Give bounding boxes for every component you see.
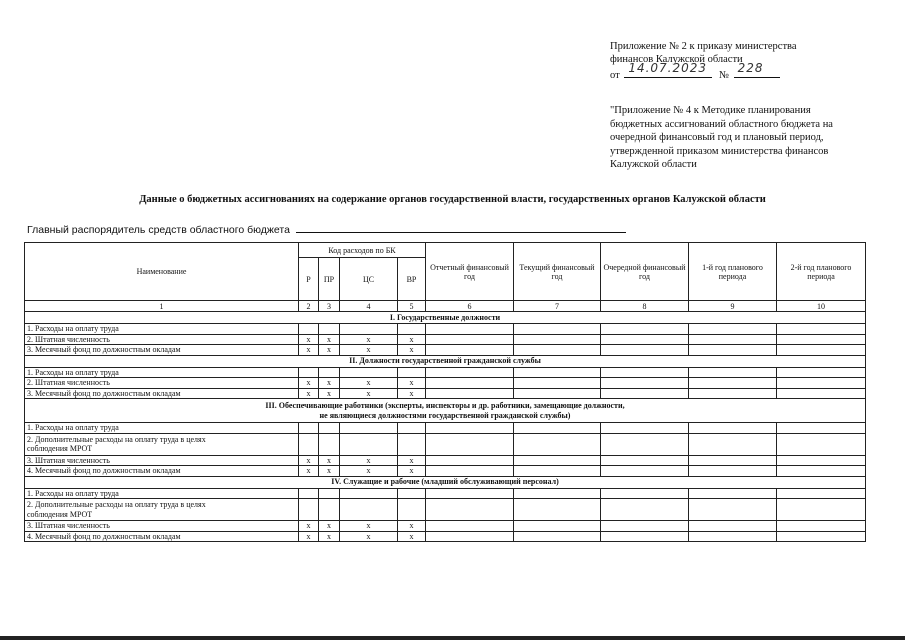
value-cell	[689, 367, 777, 378]
row-name	[25, 388, 299, 399]
methodology-line-5: Калужской области	[610, 159, 697, 170]
column-number: 5	[398, 301, 426, 312]
code-cell: x	[299, 334, 319, 345]
value-cell	[601, 334, 689, 345]
code-cell	[299, 488, 319, 499]
section-title	[25, 476, 866, 488]
row-name-text: 4. Месячный фонд по должностным окладам	[27, 466, 181, 475]
value-cell	[426, 455, 514, 466]
code-cell: x	[299, 466, 319, 477]
value-cell	[601, 499, 689, 521]
row-name-text: 1. Расходы на оплату труда	[27, 367, 119, 377]
value-cell	[689, 378, 777, 389]
row-name-text-2: соблюдения МРОТ	[27, 509, 93, 519]
value-cell	[777, 433, 866, 455]
value-cell	[514, 433, 601, 455]
appendix-line-1: Приложение № 2 к приказу министерства	[610, 41, 797, 52]
row-name	[25, 455, 299, 466]
code-cell	[340, 499, 398, 521]
value-cell	[777, 521, 866, 532]
row-name	[25, 466, 299, 477]
value-cell	[514, 324, 601, 335]
code-cell: x	[398, 378, 426, 389]
value-cell	[514, 455, 601, 466]
value-cell	[601, 388, 689, 399]
code-cell: x	[398, 455, 426, 466]
row-name	[25, 499, 299, 521]
code-cell	[340, 488, 398, 499]
header-cs: ЦС	[340, 258, 398, 301]
code-cell: x	[398, 466, 426, 477]
value-cell	[777, 324, 866, 335]
value-cell	[514, 334, 601, 345]
code-cell: x	[319, 466, 340, 477]
section-title	[25, 355, 866, 367]
code-cell: x	[398, 531, 426, 542]
header-current-year: Текущий финансовый год	[514, 243, 601, 301]
value-cell	[689, 334, 777, 345]
number-label: №	[718, 70, 729, 81]
value-cell	[777, 466, 866, 477]
code-cell: x	[299, 455, 319, 466]
value-cell	[426, 531, 514, 542]
code-cell	[319, 499, 340, 521]
code-cell	[319, 488, 340, 499]
code-cell: x	[319, 388, 340, 399]
table-row	[25, 345, 866, 356]
order-date-handwritten: 14.07.2023	[628, 61, 708, 75]
row-name	[25, 433, 299, 455]
code-cell: x	[340, 334, 398, 345]
table-row	[25, 488, 866, 499]
value-cell	[689, 388, 777, 399]
budget-allocations-table	[24, 242, 866, 542]
row-name	[25, 345, 299, 356]
document-title: Данные о бюджетных ассигнованиях на содержание органов государственной власти, государственных органов Калужской области	[139, 194, 766, 205]
table-row	[25, 455, 866, 466]
value-cell	[689, 423, 777, 434]
column-number: 7	[514, 301, 601, 312]
value-cell	[601, 423, 689, 434]
value-cell	[514, 499, 601, 521]
value-cell	[426, 388, 514, 399]
value-cell	[777, 367, 866, 378]
code-cell: x	[319, 345, 340, 356]
header-pr: ПР	[319, 258, 340, 301]
value-cell	[689, 488, 777, 499]
value-cell	[426, 466, 514, 477]
value-cell	[689, 345, 777, 356]
appendix-order-reference	[610, 40, 870, 82]
appendix-line-2: финансов Калужской области	[610, 54, 743, 65]
code-cell: x	[319, 455, 340, 466]
value-cell	[426, 378, 514, 389]
section-title-line: III. Обеспечивающие работники (эксперты, инспекторы и др. работники, замещающие должности,	[265, 400, 625, 410]
table-row	[25, 367, 866, 378]
section-title-line: I. Государственные должности	[389, 312, 501, 322]
column-number: 9	[689, 301, 777, 312]
value-cell	[514, 388, 601, 399]
section-row	[25, 355, 866, 367]
code-cell	[319, 433, 340, 455]
row-name	[25, 423, 299, 434]
column-number: 3	[319, 301, 340, 312]
value-cell	[777, 378, 866, 389]
row-name-text: 2. Дополнительные расходы на оплату труда в целях	[27, 434, 206, 444]
column-number: 4	[340, 301, 398, 312]
table-row	[25, 378, 866, 389]
code-cell: x	[340, 466, 398, 477]
code-cell: x	[319, 378, 340, 389]
code-cell	[299, 324, 319, 335]
value-cell	[601, 324, 689, 335]
header-plan-year-2: 2-й год планового периода	[777, 243, 866, 301]
value-cell	[601, 488, 689, 499]
value-cell	[514, 488, 601, 499]
order-date-line	[610, 61, 870, 82]
value-cell	[601, 378, 689, 389]
table-row	[25, 521, 866, 532]
code-cell	[319, 367, 340, 378]
code-cell: x	[299, 388, 319, 399]
section-title-line: IV. Служащие и рабочие (младший обслуживающий персонал)	[331, 477, 559, 486]
value-cell	[601, 455, 689, 466]
code-cell: x	[398, 388, 426, 399]
value-cell	[426, 367, 514, 378]
code-cell: x	[398, 521, 426, 532]
code-cell	[340, 423, 398, 434]
value-cell	[514, 378, 601, 389]
table-row	[25, 531, 866, 542]
code-cell	[299, 433, 319, 455]
value-cell	[426, 521, 514, 532]
value-cell	[601, 433, 689, 455]
order-number-field	[734, 61, 780, 78]
code-cell: x	[319, 334, 340, 345]
value-cell	[777, 388, 866, 399]
section-row	[25, 476, 866, 488]
order-number-handwritten: 228	[737, 61, 764, 75]
code-cell: x	[299, 531, 319, 542]
code-cell	[398, 488, 426, 499]
column-number: 10	[777, 301, 866, 312]
header-name: Наименование	[25, 243, 299, 301]
row-name	[25, 488, 299, 499]
code-cell	[398, 499, 426, 521]
code-cell: x	[340, 388, 398, 399]
value-cell	[689, 466, 777, 477]
methodology-line-1: "Приложение № 4 к Методике планирования	[610, 105, 811, 116]
section-row	[25, 312, 866, 324]
code-cell: x	[299, 345, 319, 356]
methodology-line-4: утвержденной приказом министерства финансов	[610, 145, 829, 157]
value-cell	[514, 531, 601, 542]
code-cell	[299, 499, 319, 521]
value-cell	[601, 531, 689, 542]
table-row	[25, 433, 866, 455]
row-name	[25, 334, 299, 345]
row-name	[25, 531, 299, 542]
row-name-text: 3. Месячный фонд по должностным окладам	[27, 345, 181, 354]
code-cell: x	[299, 521, 319, 532]
row-name	[25, 521, 299, 532]
header-code-group: Код расходов по БК	[299, 243, 426, 258]
row-name	[25, 367, 299, 378]
table-row	[25, 334, 866, 345]
code-cell	[319, 324, 340, 335]
section-title-line-2: не являющиеся должностями государственной гражданской службы)	[319, 410, 571, 420]
code-cell	[398, 433, 426, 455]
value-cell	[426, 334, 514, 345]
value-cell	[426, 433, 514, 455]
value-cell	[777, 334, 866, 345]
value-cell	[777, 531, 866, 542]
value-cell	[777, 488, 866, 499]
methodology-line-2: бюджетных ассигнований областного бюджета на	[610, 118, 833, 130]
column-numbers-row	[25, 301, 866, 312]
value-cell	[777, 499, 866, 521]
row-name-text: 3. Месячный фонд по должностным окладам	[27, 388, 181, 398]
header-vr: ВР	[398, 258, 426, 301]
value-cell	[777, 345, 866, 356]
code-cell: x	[398, 334, 426, 345]
main-manager-fill-line	[296, 222, 626, 233]
code-cell	[340, 433, 398, 455]
column-number: 1	[25, 301, 299, 312]
row-name-text: 1. Расходы на оплату труда	[27, 324, 119, 333]
value-cell	[426, 345, 514, 356]
code-cell	[398, 367, 426, 378]
value-cell	[514, 367, 601, 378]
table-row	[25, 466, 866, 477]
value-cell	[689, 455, 777, 466]
value-cell	[601, 521, 689, 532]
code-cell: x	[340, 531, 398, 542]
code-cell: x	[299, 378, 319, 389]
value-cell	[601, 466, 689, 477]
row-name-text: 2. Дополнительные расходы на оплату труда в целях	[27, 500, 206, 509]
value-cell	[426, 423, 514, 434]
table-row	[25, 499, 866, 521]
row-name-text: 1. Расходы на оплату труда	[27, 488, 119, 498]
value-cell	[777, 423, 866, 434]
code-cell: x	[340, 378, 398, 389]
section-title-line: II. Должности государственной гражданской службы	[349, 356, 541, 365]
value-cell	[426, 324, 514, 335]
row-name-text: 3. Штатная численность	[27, 455, 110, 465]
value-cell	[601, 345, 689, 356]
code-cell	[319, 423, 340, 434]
row-name	[25, 324, 299, 335]
table-row	[25, 324, 866, 335]
value-cell	[601, 367, 689, 378]
value-cell	[689, 433, 777, 455]
code-cell	[299, 423, 319, 434]
value-cell	[514, 345, 601, 356]
header-plan-year-1: 1-й год планового периода	[689, 243, 777, 301]
row-name-text: 3. Штатная численность	[27, 521, 110, 530]
main-manager-label: Главный распорядитель средств областного бюджета	[27, 224, 290, 236]
code-cell: x	[340, 455, 398, 466]
column-number: 2	[299, 301, 319, 312]
row-name-text: 1. Расходы на оплату труда	[27, 423, 119, 432]
section-title	[25, 399, 866, 423]
header-report-year: Отчетный финансовый год	[426, 243, 514, 301]
header-next-year: Очередной финансовый год	[601, 243, 689, 301]
code-cell	[299, 367, 319, 378]
row-name-text: 2. Штатная численность	[27, 334, 110, 344]
value-cell	[426, 499, 514, 521]
code-cell: x	[340, 345, 398, 356]
from-label: от	[610, 70, 620, 81]
section-row	[25, 399, 866, 423]
code-cell: x	[319, 531, 340, 542]
value-cell	[514, 521, 601, 532]
code-cell	[340, 324, 398, 335]
row-name-text: 2. Штатная численность	[27, 378, 110, 387]
value-cell	[426, 488, 514, 499]
code-cell: x	[319, 521, 340, 532]
code-cell	[398, 324, 426, 335]
code-cell: x	[398, 345, 426, 356]
code-cell: x	[340, 521, 398, 532]
row-name-text-2: соблюдения МРОТ	[27, 444, 93, 453]
value-cell	[777, 455, 866, 466]
column-number: 8	[601, 301, 689, 312]
code-cell	[398, 423, 426, 434]
page-bottom-edge	[0, 636, 905, 640]
value-cell	[689, 531, 777, 542]
methodology-line-3: очередной финансовый год и плановый период,	[610, 132, 824, 143]
value-cell	[514, 466, 601, 477]
header-r: Р	[299, 258, 319, 301]
order-date-field	[624, 61, 712, 78]
value-cell	[689, 521, 777, 532]
value-cell	[514, 423, 601, 434]
column-number: 6	[426, 301, 514, 312]
value-cell	[689, 499, 777, 521]
methodology-appendix-reference	[610, 104, 880, 172]
table-row	[25, 388, 866, 399]
code-cell	[340, 367, 398, 378]
table-row	[25, 423, 866, 434]
row-name-text: 4. Месячный фонд по должностным окладам	[27, 531, 181, 541]
value-cell	[689, 324, 777, 335]
main-manager-line	[27, 222, 626, 236]
section-title	[25, 312, 866, 324]
row-name	[25, 378, 299, 389]
